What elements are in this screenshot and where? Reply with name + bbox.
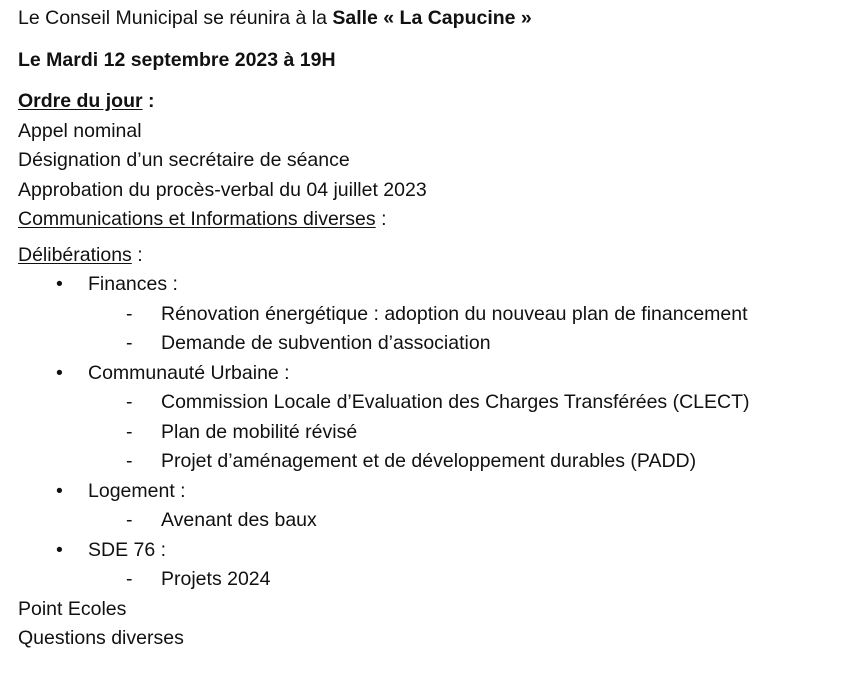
closing-item: Point Ecoles xyxy=(18,597,127,620)
meeting-date: Le Mardi 12 septembre 2023 à 19H xyxy=(18,48,336,71)
item-text: Projet d’aménagement et de développement durables (PADD) xyxy=(161,450,697,472)
intro-line xyxy=(18,4,857,34)
communications-line xyxy=(18,205,857,235)
deliberation-item xyxy=(18,300,857,330)
item-text: Commission Locale d’Evaluation des Charges Transférées (CLECT) xyxy=(161,391,750,413)
bullet-icon: • xyxy=(56,273,63,295)
communications-title: Communications et Informations diverses xyxy=(18,208,376,230)
deliberations-title: Délibérations xyxy=(18,243,132,266)
item-text: Rénovation énergétique : adoption du nouveau plan de financement xyxy=(161,302,748,325)
dash-icon: - xyxy=(126,568,133,590)
deliberation-item xyxy=(18,506,857,536)
item-text: Avenant des baux xyxy=(161,509,317,531)
document-page xyxy=(18,4,857,654)
closing-item: Questions diverses xyxy=(18,627,184,649)
agenda-item: Appel nominal xyxy=(18,119,142,142)
dash-icon: - xyxy=(126,420,133,443)
group-label: Logement : xyxy=(88,479,186,502)
deliberation-group xyxy=(18,270,857,300)
communications-suffix: : xyxy=(375,208,387,230)
deliberation-item xyxy=(18,329,857,359)
item-text: Demande de subvention d’association xyxy=(161,332,491,354)
intro-prefix: Le Conseil Municipal se réunira à la xyxy=(18,7,333,29)
deliberations-title-suffix: : xyxy=(131,243,143,266)
agenda-title: Ordre du jour xyxy=(18,90,143,112)
item-text: Projets 2024 xyxy=(161,568,271,590)
bullet-icon: • xyxy=(56,479,63,502)
group-label: Finances : xyxy=(88,273,178,295)
deliberations-heading xyxy=(18,241,857,271)
deliberation-group xyxy=(18,359,857,389)
group-label: Communauté Urbaine : xyxy=(88,361,290,384)
item-text: Plan de mobilité révisé xyxy=(161,420,358,443)
deliberation-item xyxy=(18,447,857,477)
agenda-heading xyxy=(18,87,857,117)
bullet-icon: • xyxy=(56,538,63,561)
agenda-item: Désignation d’un secrétaire de séance xyxy=(18,149,350,171)
deliberation-item xyxy=(18,388,857,418)
group-label: SDE 76 : xyxy=(88,538,167,561)
deliberation-group xyxy=(18,536,857,566)
dash-icon: - xyxy=(126,391,133,413)
agenda-title-suffix: : xyxy=(142,90,155,112)
dash-icon: - xyxy=(126,450,133,472)
agenda-item: Approbation du procès-verbal du 04 juillet 2023 xyxy=(18,178,427,201)
deliberation-item xyxy=(18,418,857,448)
bullet-icon: • xyxy=(56,361,63,384)
dash-icon: - xyxy=(126,332,133,354)
deliberation-item xyxy=(18,565,857,595)
dash-icon: - xyxy=(126,509,133,531)
deliberation-group xyxy=(18,477,857,507)
venue-name: Salle « La Capucine » xyxy=(332,7,532,29)
dash-icon: - xyxy=(126,302,133,325)
